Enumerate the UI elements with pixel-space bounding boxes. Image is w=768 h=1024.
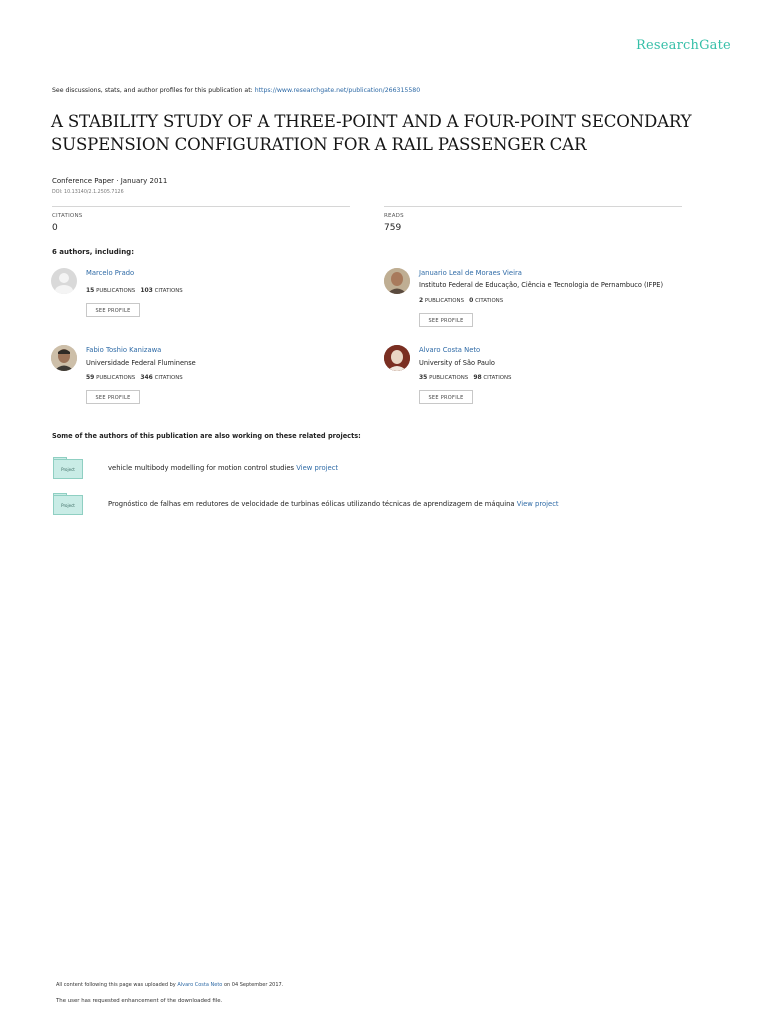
citations-count-label: CITATIONS: [483, 375, 512, 381]
citations-count: 0: [469, 297, 474, 304]
see-profile-button[interactable]: SEE PROFILE: [419, 313, 473, 327]
citations-count-label: CITATIONS: [154, 375, 183, 381]
reads-label: READS: [384, 213, 404, 219]
author-counts: [419, 374, 511, 381]
author-name-link[interactable]: Januario Leal de Moraes Vieira: [419, 269, 522, 277]
author-photo-avatar[interactable]: [51, 345, 77, 371]
citations-count: 346: [140, 374, 153, 381]
divider-right: [384, 206, 682, 207]
author-institution: Universidade Federal Fluminense: [86, 359, 196, 367]
publications-count: 35: [419, 374, 428, 381]
citations-label: CITATIONS: [52, 213, 83, 219]
paper-type-date: Conference Paper · January 2011: [52, 177, 168, 185]
author-counts: [86, 287, 183, 294]
publications-count: 2: [419, 297, 424, 304]
citations-count: 98: [473, 374, 482, 381]
citations-count-label: CITATIONS: [475, 298, 504, 304]
see-profile-button[interactable]: SEE PROFILE: [419, 390, 473, 404]
upload-note-prefix: All content following this page was uploaded by: [56, 982, 178, 988]
author-photo-avatar[interactable]: [384, 268, 410, 294]
view-project-link[interactable]: View project: [516, 500, 559, 508]
avatar-placeholder-icon[interactable]: [51, 268, 77, 294]
author-institution: Instituto Federal de Educação, Ciência e Tecnologia de Pernambuco (IFPE): [419, 281, 664, 289]
source-line: [52, 87, 420, 94]
publications-label: PUBLICATIONS: [96, 288, 136, 294]
project-item: [108, 500, 559, 508]
publications-count: 15: [86, 287, 95, 294]
author-photo-avatar[interactable]: [384, 345, 410, 371]
publication-url-link[interactable]: https://www.researchgate.net/publication/266315580: [254, 87, 421, 94]
project-title: Prognóstico de falhas em redutores de velocidade de turbinas eólicas utilizando técnicas de aprendizagem de máquina: [108, 500, 517, 508]
see-profile-button[interactable]: SEE PROFILE: [86, 390, 140, 404]
project-icon-label: Project: [61, 466, 75, 472]
source-prefix: See discussions, stats, and author profiles for this publication at:: [52, 87, 255, 94]
author-name-link[interactable]: Fabio Toshio Kanizawa: [86, 346, 162, 354]
project-item: [108, 464, 338, 472]
publications-count: 59: [86, 374, 95, 381]
paper-doi: DOI: 10.13140/2.1.2505.7126: [52, 190, 124, 195]
publications-label: PUBLICATIONS: [424, 298, 465, 304]
paper-title: A STABILITY STUDY OF A THREE-POINT AND A FOUR-POINT SECONDARY SUSPENSION CONFIGURATION FOR A RAIL PASSENGER CAR: [51, 112, 692, 154]
authors-heading: 6 authors, including:: [52, 248, 134, 256]
project-folder-icon[interactable]: [53, 495, 83, 515]
publications-label: PUBLICATIONS: [96, 375, 136, 381]
related-projects-heading: Some of the authors of this publication are also working on these related projects:: [52, 432, 361, 440]
upload-note-suffix: on 04 September 2017.: [222, 982, 284, 988]
citations-value: 0: [52, 223, 58, 233]
author-counts: [86, 374, 183, 381]
author-name-link[interactable]: Alvaro Costa Neto: [419, 346, 481, 354]
uploader-link[interactable]: Alvaro Costa Neto: [177, 982, 223, 988]
citations-count-label: CITATIONS: [154, 288, 183, 294]
author-counts: [419, 297, 503, 304]
publications-label: PUBLICATIONS: [429, 375, 469, 381]
author-institution: University of São Paulo: [419, 359, 495, 367]
researchgate-logo[interactable]: ResearchGate: [636, 38, 731, 53]
citations-count: 103: [140, 287, 153, 294]
project-icon-label: Project: [61, 502, 75, 508]
reads-value: 759: [384, 223, 402, 233]
author-name-link[interactable]: Marcelo Prado: [86, 269, 135, 277]
project-title: vehicle multibody modelling for motion control studies: [108, 464, 297, 472]
view-project-link[interactable]: View project: [296, 464, 339, 472]
project-folder-icon[interactable]: [53, 459, 83, 479]
upload-note: [56, 982, 283, 988]
enhancement-note: The user has requested enhancement of the downloaded file.: [56, 998, 223, 1004]
divider-left: [52, 206, 350, 207]
see-profile-button[interactable]: SEE PROFILE: [86, 303, 140, 317]
